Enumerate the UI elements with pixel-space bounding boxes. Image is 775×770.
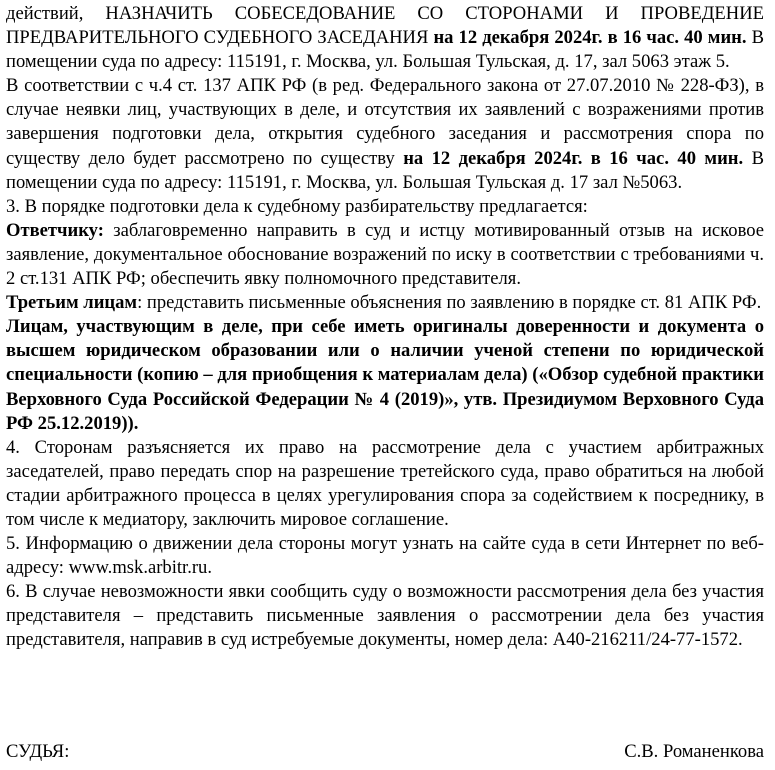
paragraph-item-5: 5. Информацию о движении дела стороны могут узнать на сайте суда в сети Интернет по веб-адресу: www.msk.arbitr.ru. <box>6 533 764 579</box>
judge-name: С.В. Романенкова <box>624 741 764 762</box>
default-consideration-text: В соответствии с ч.4 ст. 137 АПК РФ (в ред. Федерального закона от 27.07.2010 № 228-ФЗ), в случае неявки лиц, участвующих в деле, и отсутствия их заявлений с возражениями против завершения подготовки дела, открытия судебного заседания и рассмотрения спора по существу дело будет рассмотрено по существу <box>6 75 764 169</box>
consideration-date-time: на 12 декабря 2024г. в 16 час. 40 мин. <box>403 147 744 169</box>
paragraph-default-consideration <box>6 74 764 194</box>
participants-documents-text: Лицам, участвующим в деле, при себе иметь оригиналы доверенности и документа о высшем юридическом образовании или о наличии ученой степени по юридической специальности (копию – для приобщения к материалам дела) («Обзор судебной практики Верховного Суда Российской Федерации № 4 (2019)», утв. Президиумом Верховного Суда РФ 25.12.2019)). <box>6 316 764 434</box>
paragraph-item-3: 3. В порядке подготовки дела к судебному разбирательству предлагается: <box>6 195 588 217</box>
paragraph-item-6: 6. В случае невозможности явки сообщить суду о возможности рассмотрения дела без участия представителя – представить письменные заявления о рассмотрении дела без участия представителя, направив в суд истребуемые документы, номер дела: А40-216211/24-77-1572. <box>6 581 764 651</box>
defendant-text: заблаговременно направить в суд и истцу мотивированный отзыв на исковое заявление, документальное обоснование возражений по иску в соответствии с требованиями ч. 2 ст.131 АПК РФ; обеспечить явку полномочного представителя. <box>6 219 764 290</box>
paragraph-item-4: 4. Сторонам разъясняется их право на рассмотрение дела с участием арбитражных заседателей, право передать спор на разрешение третейского суда, право обратиться на любой стадии арбитражного процесса в целях урегулирования спора за содействием к посреднику, в том числе к медиатору, заключить мировое соглашение. <box>6 436 764 530</box>
defendant-label: Ответчику: <box>6 219 104 241</box>
document-body <box>6 2 764 653</box>
judge-label: СУДЬЯ: <box>6 741 70 762</box>
paragraph-defendant-instructions <box>6 219 764 291</box>
hearing-text-start: действий, НАЗНАЧИТЬ СОБЕСЕДОВАНИЕ СО СТОРОНАМИ И ПРОВЕДЕНИЕ ПРЕДВАРИТЕЛЬНОГО СУДЕБНОГО ЗАСЕДАНИЯ <box>6 3 764 49</box>
third-parties-text: : представить письменные объяснения по заявлению в порядке ст. 81 АПК РФ. <box>137 292 762 314</box>
consideration-location: В помещении суда по адресу: 115191, г. Москва, ул. Большая Тульская д. 17 зал №5063. <box>6 147 764 193</box>
hearing-location: В помещении суда по адресу: 115191, г. Москва, ул. Большая Тульская, д. 17, зал 5063 этаж 5. <box>6 27 765 73</box>
paragraph-third-parties <box>6 291 764 315</box>
third-parties-label: Третьим лицам <box>6 292 138 314</box>
paragraph-participants-documents <box>6 315 764 435</box>
paragraph-hearing-schedule <box>6 2 764 74</box>
hearing-date-time: на 12 декабря 2024г. в 16 час. 40 мин. <box>433 27 747 49</box>
